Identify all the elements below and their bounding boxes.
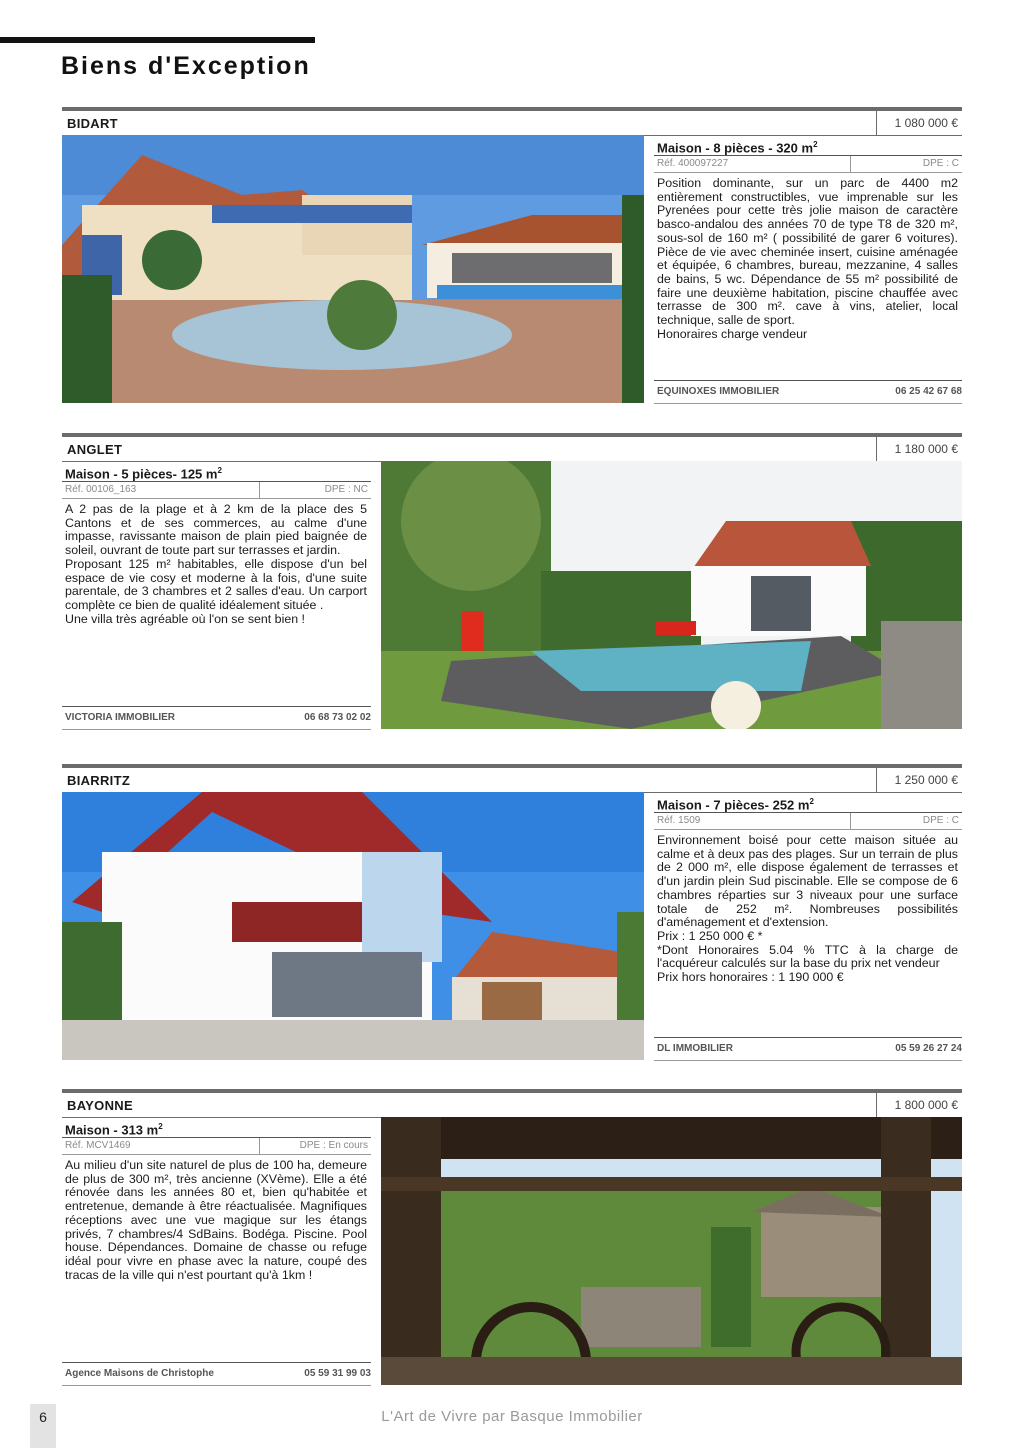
listing-header [62,1089,962,1118]
agency-phone: 05 59 31 99 03 [304,1368,371,1379]
listing-city: BIARRITZ [67,773,131,788]
listing-bayonne [62,1089,962,1386]
dpe-rating: DPE : C [850,156,962,172]
reference: Réf. 00106_163 [65,484,137,495]
listing-info [62,1117,371,1386]
listing-city: ANGLET [67,442,123,457]
dpe-rating: DPE : NC [259,482,371,498]
listing-header [62,764,962,793]
agency-row [654,380,962,404]
listing-header [62,433,962,462]
page-number: 6 [30,1404,56,1448]
listing-city: BIDART [67,116,118,131]
agency-row [62,1362,371,1386]
property-title: Maison - 313 $m^2$ [62,1117,371,1138]
property-photo [62,792,644,1060]
agency-row [62,706,371,730]
property-title: Maison - 7 pièces- 252 $m^2$ [654,792,962,813]
property-photo [381,461,962,729]
reference: Réf. 400097227 [657,158,729,169]
property-description: Au milieu d'un site naturel de plus de 100 ha, demeure de plus de 300 m², très ancienne (XVème). Elle a été rénovée dans les années 80 et, bien qu'habitée et entretenue, demande à être réactualisée. Magnifiques réceptions avec une vue magique sur les étangs privés, 7 chambres/4 SdBains. Bodéga. Piscine. Pool house. Dépendances. Domaine de chasse ou refuge idéal pour vivre en phase avec la nature, coupé des tracas de la ville qui n'est pourtant qu'à 1km ! [65,1158,367,1282]
listing-price: 1 080 000 € [876,111,962,135]
dpe-rating: DPE : En cours [259,1138,371,1154]
dpe-rating: DPE : C [850,813,962,829]
agency-row [654,1037,962,1061]
property-description: Environnement boisé pour cette maison située au calme et à deux pas des plages. Sur un terrain de plus de 2 000 m², elle dispose également de terrasses et d'un jardin plein Sud piscinable. Elle se compose de 6 chambres réparties sur 3 niveaux pour une surface totale de 252 m². Nombreuses possibilités d'aménagement et d'extension. Prix : 1 250 000 € * *Dont Honoraires 5.04 % TTC à la charge de l'acquéreur calculés sur la base du prix net vendeur Prix hors honoraires : 1 190 000 € [657,833,958,985]
reference: Réf. MCV1469 [65,1140,131,1151]
reference-row [654,813,962,830]
agency-name: DL IMMOBILIER [657,1043,733,1054]
property-title: Maison - 8 pièces - 320 $m^2$ [654,135,962,156]
agency-name: VICTORIA IMMOBILIER [65,712,175,723]
agency-phone: 06 25 42 67 68 [895,386,962,397]
listing-biarritz [62,764,962,1061]
top-rule [0,37,315,43]
listing-header [62,107,962,136]
page-title: Biens d'Exception [61,52,311,80]
listing-info [62,461,371,730]
reference: Réf. 1509 [657,815,701,826]
footer-tagline: L'Art de Vivre par Basque Immobilier [381,1408,643,1425]
property-photo [381,1117,962,1385]
property-description: Position dominante, sur un parc de 4400 m2 entièrement constructibles, vue imprenable sur les Pyrenées pour cette très jolie maison de caractère basco-andalou des années 70 de type T8 de 320 m², sous-sol de 160 m² ( possibilité de garer 6 voitures). Pièce de vie avec cheminée insert, cuisine aménagée et équipée, 6 chambres, bureau, mezzanine, 4 salles de bains, 5 wc. Dépendance de 55 m² possibilité de faire une deuxième habitation, piscine chauffée avec terrasse de 300 m². cave à vins, atelier, local technique, salle de sport. Honoraires charge vendeur [657,176,958,341]
property-title: Maison - 5 pièces- 125 $m^2$ [62,461,371,482]
listing-price: 1 800 000 € [876,1093,962,1117]
agency-name: Agence Maisons de Christophe [65,1368,214,1379]
listing-info [654,135,962,404]
property-description: A 2 pas de la plage et à 2 km de la place des 5 Cantons et de ses commerces, au calme d'une impasse, ravissante maison de plain pied baignée de soleil, ouvrant de toute part sur terrasses et jardin. Proposant 125 m² habitables, elle dispose d'un bel espace de vie cosy et moderne à la fois, d'une suite parentale, de 3 chambres et 2 salles d'eau. Un carport complète ce bien de qualité idéalement située . Une villa très agréable où l'on se sent bien ! [65,502,367,626]
property-photo [62,135,644,403]
listing-bidart [62,107,962,404]
reference-row [62,482,371,499]
listing-anglet [62,433,962,730]
reference-row [62,1138,371,1155]
agency-name: EQUINOXES IMMOBILIER [657,386,780,397]
listing-price: 1 180 000 € [876,437,962,461]
reference-row [654,156,962,173]
agency-phone: 06 68 73 02 02 [304,712,371,723]
agency-phone: 05 59 26 27 24 [895,1043,962,1054]
listing-city: BAYONNE [67,1098,133,1113]
listing-info [654,792,962,1061]
listing-price: 1 250 000 € [876,768,962,792]
